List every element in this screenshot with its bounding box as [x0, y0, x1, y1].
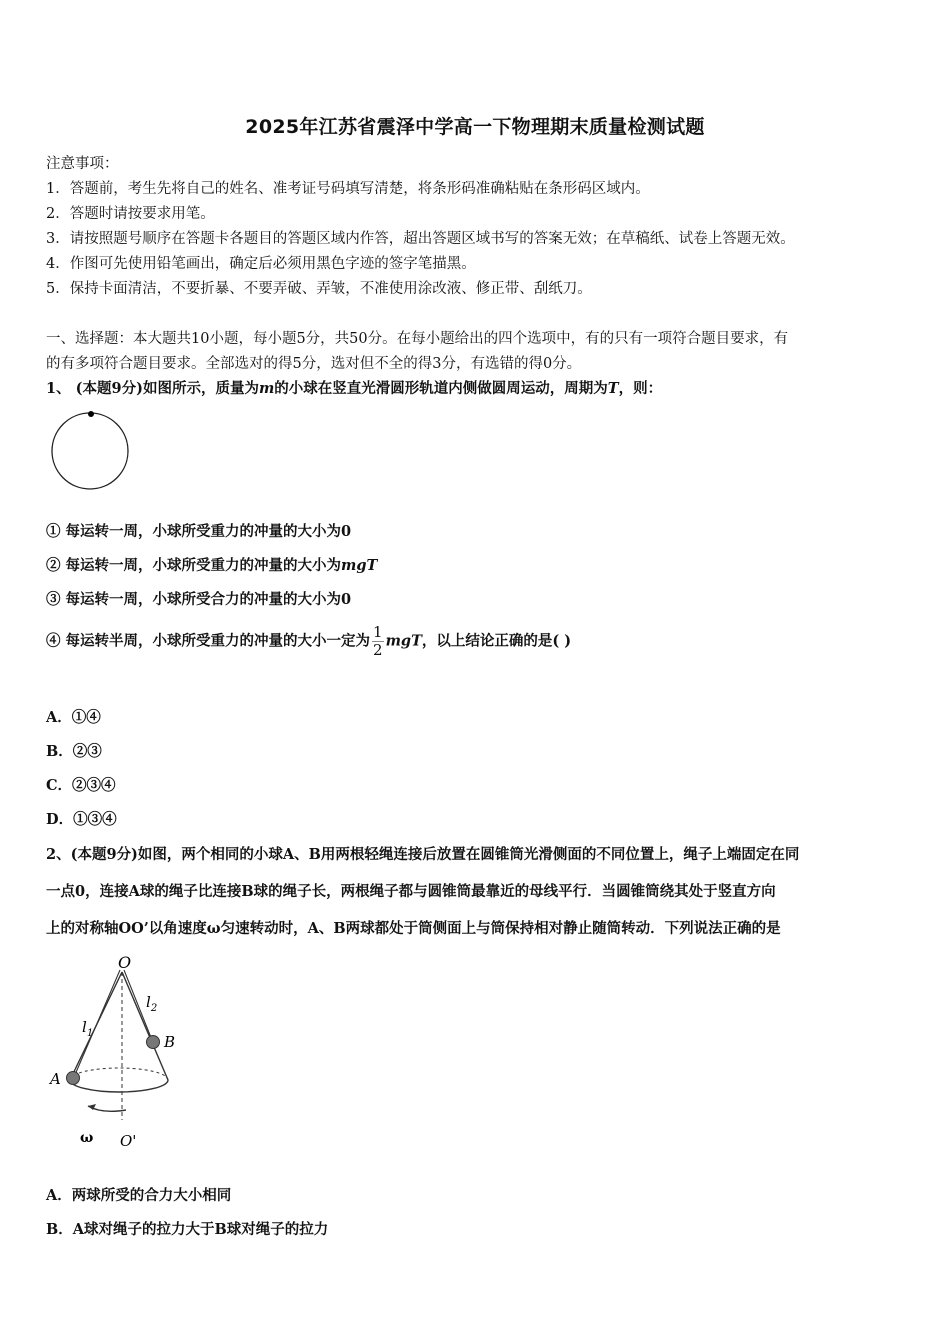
- fraction-denominator: 2: [373, 641, 383, 659]
- label-omega: ω: [80, 1130, 94, 1146]
- q1-s2-text: ② 每运转一周，小球所受重力的冲量的大小为: [46, 557, 342, 574]
- q1-stem: [46, 377, 662, 398]
- q2-option-a: A．两球所受的合力大小相同: [46, 1187, 232, 1204]
- ball: [88, 411, 94, 417]
- q1-statement-3: ③ 每运转一周，小球所受合力的冲量的大小为0: [46, 591, 352, 608]
- cone-base-front: [70, 1080, 168, 1092]
- q1-statement-1: ① 每运转一周，小球所受重力的冲量的大小为0: [46, 523, 352, 540]
- rope-l1: [74, 970, 120, 1077]
- q1-s4-formula: mgT: [385, 632, 422, 650]
- page-title: 2025年江苏省震泽中学高一下物理期末质量检测试题: [245, 116, 705, 138]
- label-l2-letter: l: [146, 993, 151, 1011]
- notice-item-5: 5．保持卡面清洁，不要折暴、不要弄破、弄皱，不准使用涂改液、修正带、刮纸刀。: [46, 281, 592, 297]
- ball-a: [67, 1072, 80, 1085]
- label-l1-letter: l: [82, 1018, 87, 1036]
- q2-cone-figure: [44, 952, 194, 1152]
- q1-option-c: C．②③④: [46, 777, 116, 794]
- notice-item-4: 4．作图可先使用铅笔画出，确定后必须用黑色字迹的签字笔描黑。: [46, 256, 476, 272]
- q1-stem-a: 1、 (本题9分)如图所示，质量为: [46, 380, 259, 397]
- label-l2: [146, 993, 157, 1014]
- q1-s4-tail: ，以上结论正确的是( ): [421, 632, 572, 650]
- cone-base-back: [70, 1068, 168, 1080]
- q1-option-a: A．①④: [46, 709, 101, 726]
- q1-circle-figure: [48, 408, 134, 492]
- label-l1-subscript: 1: [86, 1028, 94, 1039]
- q1-option-d: D．①③④: [46, 811, 117, 828]
- section1-line1: 一、选择题：本大题共10小题，每小题5分，共50分。在每小题给出的四个选项中，有的只有一项符合题目要求，有: [46, 331, 789, 347]
- label-a: A: [50, 1070, 61, 1088]
- q1-stem-b: 的小球在竖直光滑圆形轨道内侧做圆周运动，周期为: [274, 380, 608, 397]
- label-o: O: [118, 953, 132, 972]
- label-o-prime: O': [120, 1132, 137, 1150]
- q2-line1: 2、(本题9分)如图，两个相同的小球A、B用两根轻绳连接后放置在圆锥筒光滑侧面的不同位置上，绳子上端固定在同: [46, 846, 800, 863]
- section1-line2: 的有多项符合题目要求。全部选对的得5分，选对但不全的得3分，有选错的得0分。: [46, 356, 582, 372]
- q1-stem-c: ，则：: [618, 380, 663, 397]
- q2-line3: 上的对称轴OO’以角速度ω匀速转动时，A、B两球都处于筒侧面上与筒保持相对静止随筒转动．下列说法正确的是: [46, 920, 781, 937]
- ball-b: [147, 1036, 160, 1049]
- notice-item-1: 1．答题前，考生先将自己的姓名、准考证号码填写清楚，将条形码准确粘贴在条形码区域内。: [46, 181, 650, 197]
- q2-line2: 一点0，连接A球的绳子比连接B球的绳子长，两根绳子都与圆锥筒最靠近的母线平行．当圆锥筒绕其处于竖直方向: [46, 883, 776, 900]
- q1-statement-2: [46, 554, 377, 575]
- fraction-numerator: 1: [373, 623, 383, 641]
- label-l1: [82, 1018, 93, 1039]
- q1-statement-4: [46, 624, 571, 659]
- q1-stem-T: T: [607, 380, 619, 397]
- circular-track: [52, 413, 128, 489]
- fraction-half: [372, 624, 384, 659]
- q1-option-b: B．②③: [46, 743, 102, 760]
- q2-option-b: B．A球对绳子的拉力大于B球对绳子的拉力: [46, 1221, 329, 1238]
- q1-s2-formula: mgT: [341, 557, 378, 574]
- notice-item-2: 2．答题时请按要求用笔。: [46, 206, 215, 222]
- notice-item-3: 3．请按照题号顺序在答题卡各题目的答题区域内作答，超出答题区域书写的答案无效；在草稿纸、试卷上答题无效。: [46, 231, 795, 247]
- label-b: B: [164, 1033, 176, 1051]
- notice-heading: 注意事项：: [46, 156, 119, 172]
- cone-right-edge: [122, 972, 168, 1080]
- q1-stem-m: m: [258, 380, 275, 397]
- q1-s4-text: ④ 每运转半周，小球所受重力的冲量的大小一定为: [46, 632, 371, 650]
- label-l2-subscript: 2: [150, 1003, 158, 1014]
